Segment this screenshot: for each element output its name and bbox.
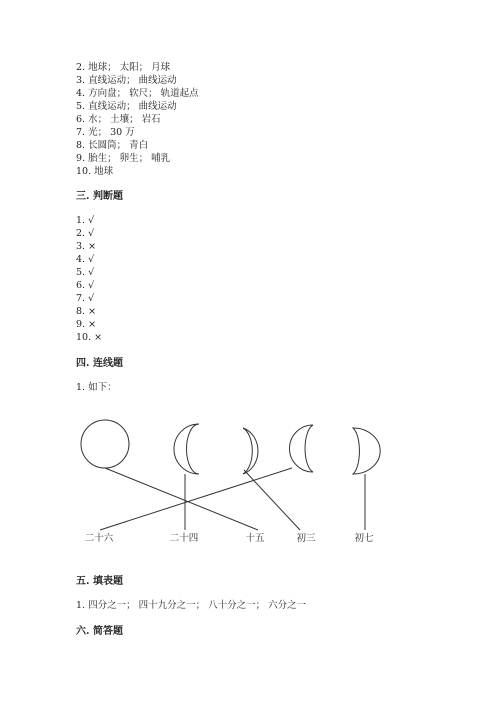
judge-item-4: 4. √ — [76, 254, 95, 265]
section-6-heading: 六. 简答题 — [76, 626, 123, 637]
answer-line-10: 10. 地球 — [76, 166, 114, 177]
connection-line — [244, 470, 300, 530]
fill-table-item-1: 1. 四分之一； 四十九分之一； 八十分之一； 六分之一 — [76, 600, 307, 611]
section-5-heading: 五. 填表题 — [76, 576, 123, 587]
label-chuqi: 初七 — [354, 533, 374, 544]
full-moon-icon — [81, 420, 129, 468]
answer-line-8: 8. 长圆筒； 青白 — [76, 140, 149, 151]
section-3-heading: 三. 判断题 — [76, 191, 123, 202]
judge-item-7: 7. √ — [76, 293, 95, 304]
answer-line-2: 2. 地球； 太阳； 月球 — [76, 62, 171, 73]
crescent-moon-icon — [289, 425, 313, 472]
crescent-moon-icon — [174, 424, 199, 474]
label-shiwu: 十五 — [245, 533, 265, 544]
judge-item-9: 9. × — [76, 319, 97, 330]
matching-item-1: 1. 如下： — [76, 382, 117, 393]
answer-line-5: 5. 直线运动； 曲线运动 — [76, 101, 177, 112]
answer-line-9: 9. 胎生； 卵生； 哺乳 — [76, 153, 171, 164]
judge-item-5: 5. √ — [76, 267, 95, 278]
answer-line-6: 6. 水； 土壤； 岩石 — [76, 114, 161, 125]
answer-line-4: 4. 方向盘； 软尺； 轨道起点 — [76, 88, 199, 99]
crescent-moon-icon — [243, 428, 258, 474]
label-ershisi: 二十四 — [169, 533, 199, 544]
section-4-heading: 四. 连线题 — [76, 358, 123, 369]
label-ershiliu: 二十六 — [84, 533, 114, 544]
answer-line-3: 3. 直线运动； 曲线运动 — [76, 75, 177, 86]
judge-item-3: 3. × — [76, 241, 97, 252]
answer-line-7: 7. 光； 30 万 — [76, 127, 135, 138]
judge-item-10: 10. × — [76, 332, 103, 343]
judge-item-2: 2. √ — [76, 228, 95, 239]
judge-item-6: 6. √ — [76, 280, 95, 291]
gibbous-moon-icon — [353, 428, 380, 474]
judge-item-1: 1. √ — [76, 215, 95, 226]
judge-item-8: 8. × — [76, 306, 97, 317]
label-chusan: 初三 — [296, 533, 316, 544]
